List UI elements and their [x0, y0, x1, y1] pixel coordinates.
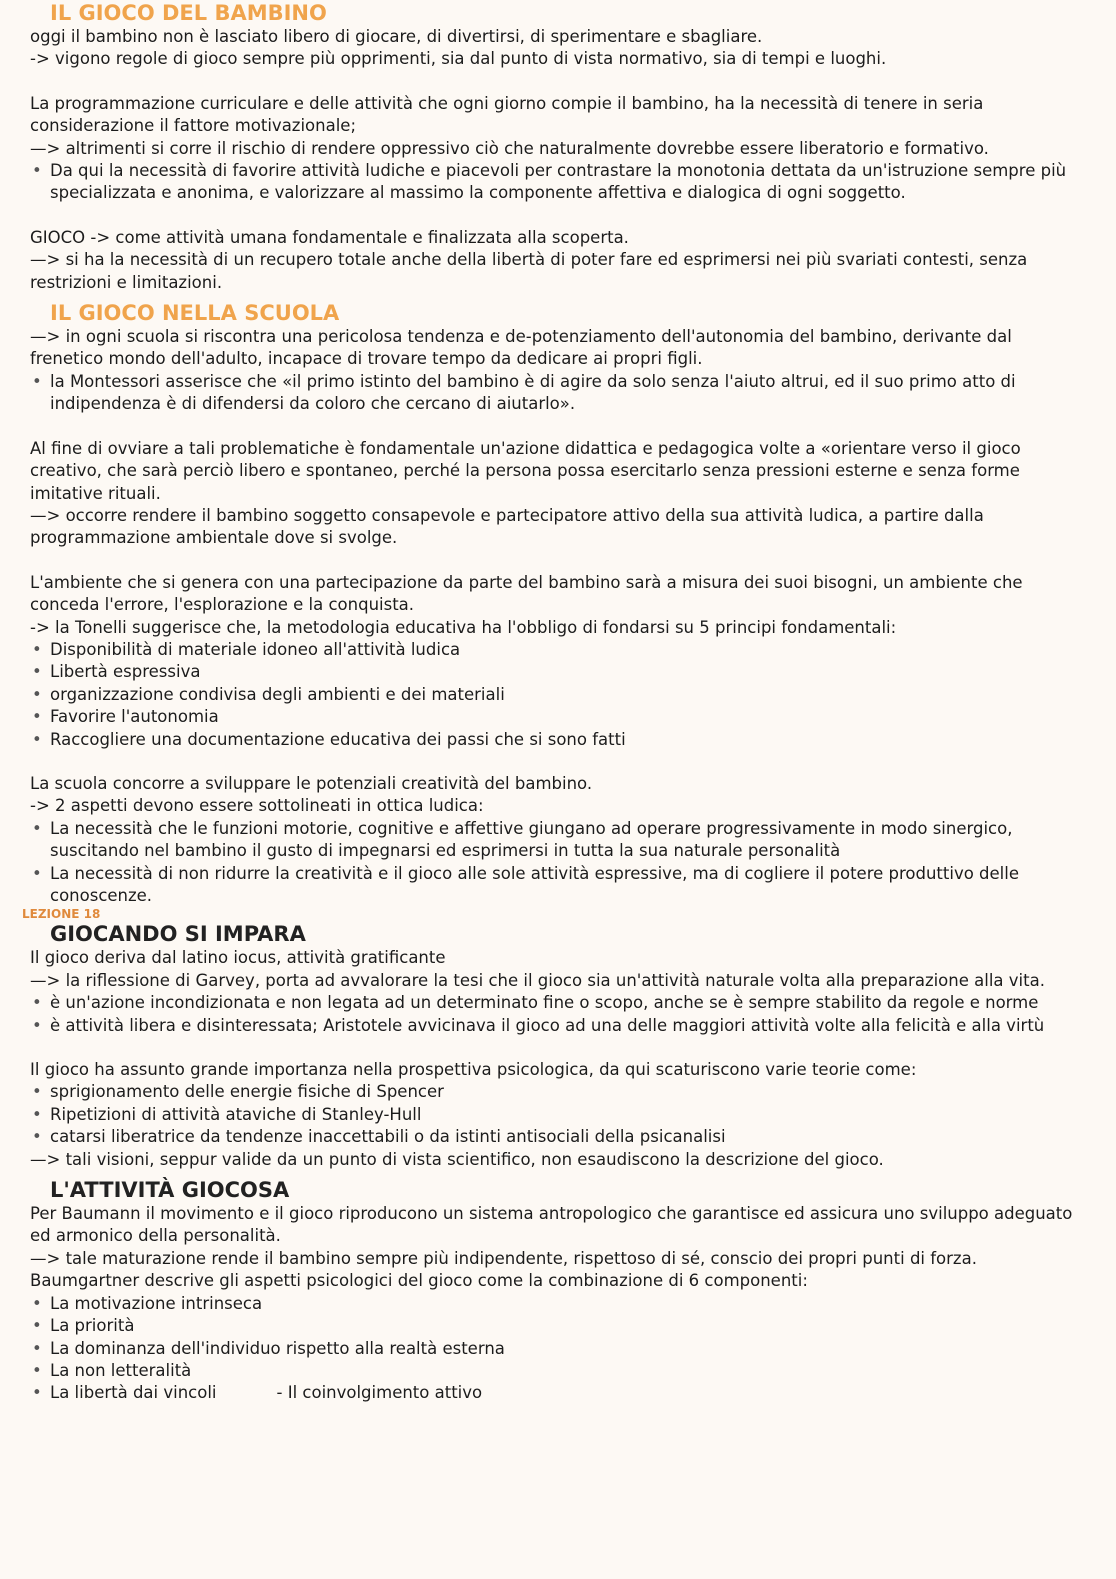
list-item: • Da qui la necessità di favorire attività ludiche e piacevoli per contrastare la monotonia dettata da un'istruzione sempre più specializzata e anonima, e valorizzare al massimo la componente affettiva e dialogica di ogni soggetto.	[50, 160, 1086, 205]
list-item: • La necessità di non ridurre la creatività e il gioco alle sole attività espressive, ma di cogliere il potere produttivo delle conoscenze.	[50, 863, 1086, 908]
list-item: • La dominanza dell'individuo rispetto alla realtà esterna	[50, 1338, 1086, 1360]
section-title: L'ATTIVITÀ GIOCOSA	[50, 1178, 290, 1203]
paragraph: —> occorre rendere il bambino soggetto consapevole e partecipatore attivo della sua attività ludica, a partire dalla programmazione ambientale dove si svolge.	[30, 505, 984, 548]
principles-list	[30, 639, 1086, 751]
list-item: • La necessità che le funzioni motorie, cognitive e affettive giungano ad operare progressivamente in modo sinergico, suscitando nel bambino il gusto di impegnarsi ed esprimersi in tutta la sua naturale personalità	[50, 818, 1086, 863]
paragraph: —> altrimenti si corre il rischio di rendere oppressivo ciò che naturalmente dovrebbe essere liberatorio e formativo.	[30, 138, 989, 158]
paragraph: Il gioco deriva dal latino iocus, attività gratificante	[30, 948, 446, 968]
list-item: • La motivazione intrinseca	[50, 1293, 1086, 1315]
paragraph: Baumgartner descrive gli aspetti psicologici del gioco come la combinazione di 6 componenti:	[30, 1271, 808, 1291]
theories-list	[30, 1081, 1086, 1148]
section-title: IL GIOCO DEL BAMBINO	[50, 1, 327, 25]
paragraph: oggi il bambino non è lasciato libero di giocare, di divertirsi, di sperimentare e sbagliare.	[30, 27, 763, 46]
list-item: • è attività libera e disinteressata; Aristotele avvicinava il gioco ad una delle maggiori attività volte alla felicità e alla virtù	[50, 1015, 1086, 1037]
list-item: • Ripetizioni di attività ataviche di Stanley-Hull	[50, 1104, 1086, 1126]
list-item	[50, 1382, 1086, 1404]
bullet-list	[30, 160, 1086, 205]
list-item: • catarsi liberatrice da tendenze inaccettabili o da istinti antisociali della psicanalisi	[50, 1126, 1086, 1148]
paragraph: —> tale maturazione rende il bambino sempre più indipendente, rispettoso di sé, conscio dei propri punti di forza.	[30, 1248, 977, 1268]
list-item: • sprigionamento delle energie fisiche di Spencer	[50, 1081, 1086, 1103]
list-item: • la Montessori asserisce che «il primo istinto del bambino è di agire da solo senza l'aiuto altrui, ed il suo primo atto di indipendenza è di difendersi da coloro che cercano di aiutarlo».	[50, 371, 1086, 416]
section-title: IL GIOCO NELLA SCUOLA	[50, 301, 340, 326]
paragraph: -> 2 aspetti devono essere sottolineati in ottica ludica:	[30, 796, 484, 816]
paragraph: L'ambiente che si genera con una partecipazione da parte del bambino sarà a misura dei suoi bisogni, un ambiente che conceda l'errore, l'esplorazione e la conquista.	[30, 572, 1023, 615]
section-title: GIOCANDO SI IMPARA	[50, 922, 306, 947]
paragraph: —> in ogni scuola si riscontra una pericolosa tendenza e de-potenziamento dell'autonomia del bambino, derivante dal frenetico mondo dell'adulto, incapace di trovare tempo da dedicare ai propri figli.	[30, 327, 1012, 369]
list-item-text: La libertà dai vincoli	[50, 1383, 217, 1403]
list-item: • organizzazione condivisa degli ambienti e dei materiali	[50, 684, 1086, 706]
list-item: • Favorire l'autonomia	[50, 706, 1086, 728]
paragraph: Al fine di ovviare a tali problematiche è fondamentale un'azione didattica e pedagogica volte a «orientare verso il gioco creativo, che sarà perciò libero e spontaneo, perché la persona possa esercitarlo senza pressioni esterne e senza forme imitative rituali.	[30, 438, 1021, 503]
paragraph: Il gioco ha assunto grande importanza nella prospettiva psicologica, da qui scaturiscono varie teorie come:	[30, 1060, 917, 1080]
aspects-list	[30, 818, 1086, 908]
paragraph: —> tali visioni, seppur valide da un punto di vista scientifico, non esaudiscono la descrizione del gioco.	[30, 1149, 884, 1169]
list-item: • La priorità	[50, 1315, 1086, 1337]
list-item: • Disponibilità di materiale idoneo all'attività ludica	[50, 639, 1086, 661]
list-item: • La non letteralità	[50, 1360, 1086, 1382]
paragraph: Per Baumann il movimento e il gioco riproducono un sistema antropologico che garantisce ed assicura uno sviluppo adeguato ed armonico della personalità.	[30, 1204, 1073, 1246]
components-list	[30, 1293, 1086, 1405]
list-item: • è un'azione incondizionata e non legata ad un determinato fine o scopo, anche se è sempre stabilito da regole e norme	[50, 992, 1086, 1014]
list-item-text: - Il coinvolgimento attivo	[276, 1383, 483, 1403]
paragraph: -> la Tonelli suggerisce che, la metodologia educativa ha l'obbligo di fondarsi su 5 principi fondamentali:	[30, 617, 897, 637]
bullet-list	[30, 371, 1086, 416]
paragraph: -> vigono regole di gioco sempre più opprimenti, sia dal punto di vista normativo, sia di tempi e luoghi.	[30, 49, 887, 69]
paragraph: —> si ha la necessità di un recupero totale anche della libertà di poter fare ed esprimersi nei più svariati contesti, senza restrizioni e limitazioni.	[30, 250, 1028, 292]
paragraph: La scuola concorre a sviluppare le potenziali creatività del bambino.	[30, 773, 593, 793]
bullet-list	[30, 992, 1086, 1037]
list-item: • Libertà espressiva	[50, 661, 1086, 683]
paragraph: La programmazione curriculare e delle attività che ogni giorno compie il bambino, ha la necessità di tenere in seria considerazione il fattore motivazionale;	[30, 93, 984, 136]
paragraph: —> la riflessione di Garvey, porta ad avvalorare la tesi che il gioco sia un'attività naturale volta alla preparazione alla vita.	[30, 970, 1045, 990]
paragraph: GIOCO -> come attività umana fondamentale e finalizzata alla scoperta.	[30, 227, 629, 247]
lesson-label: LEZIONE 18	[22, 907, 101, 922]
list-item: • Raccogliere una documentazione educativa dei passi che si sono fatti	[50, 729, 1086, 751]
